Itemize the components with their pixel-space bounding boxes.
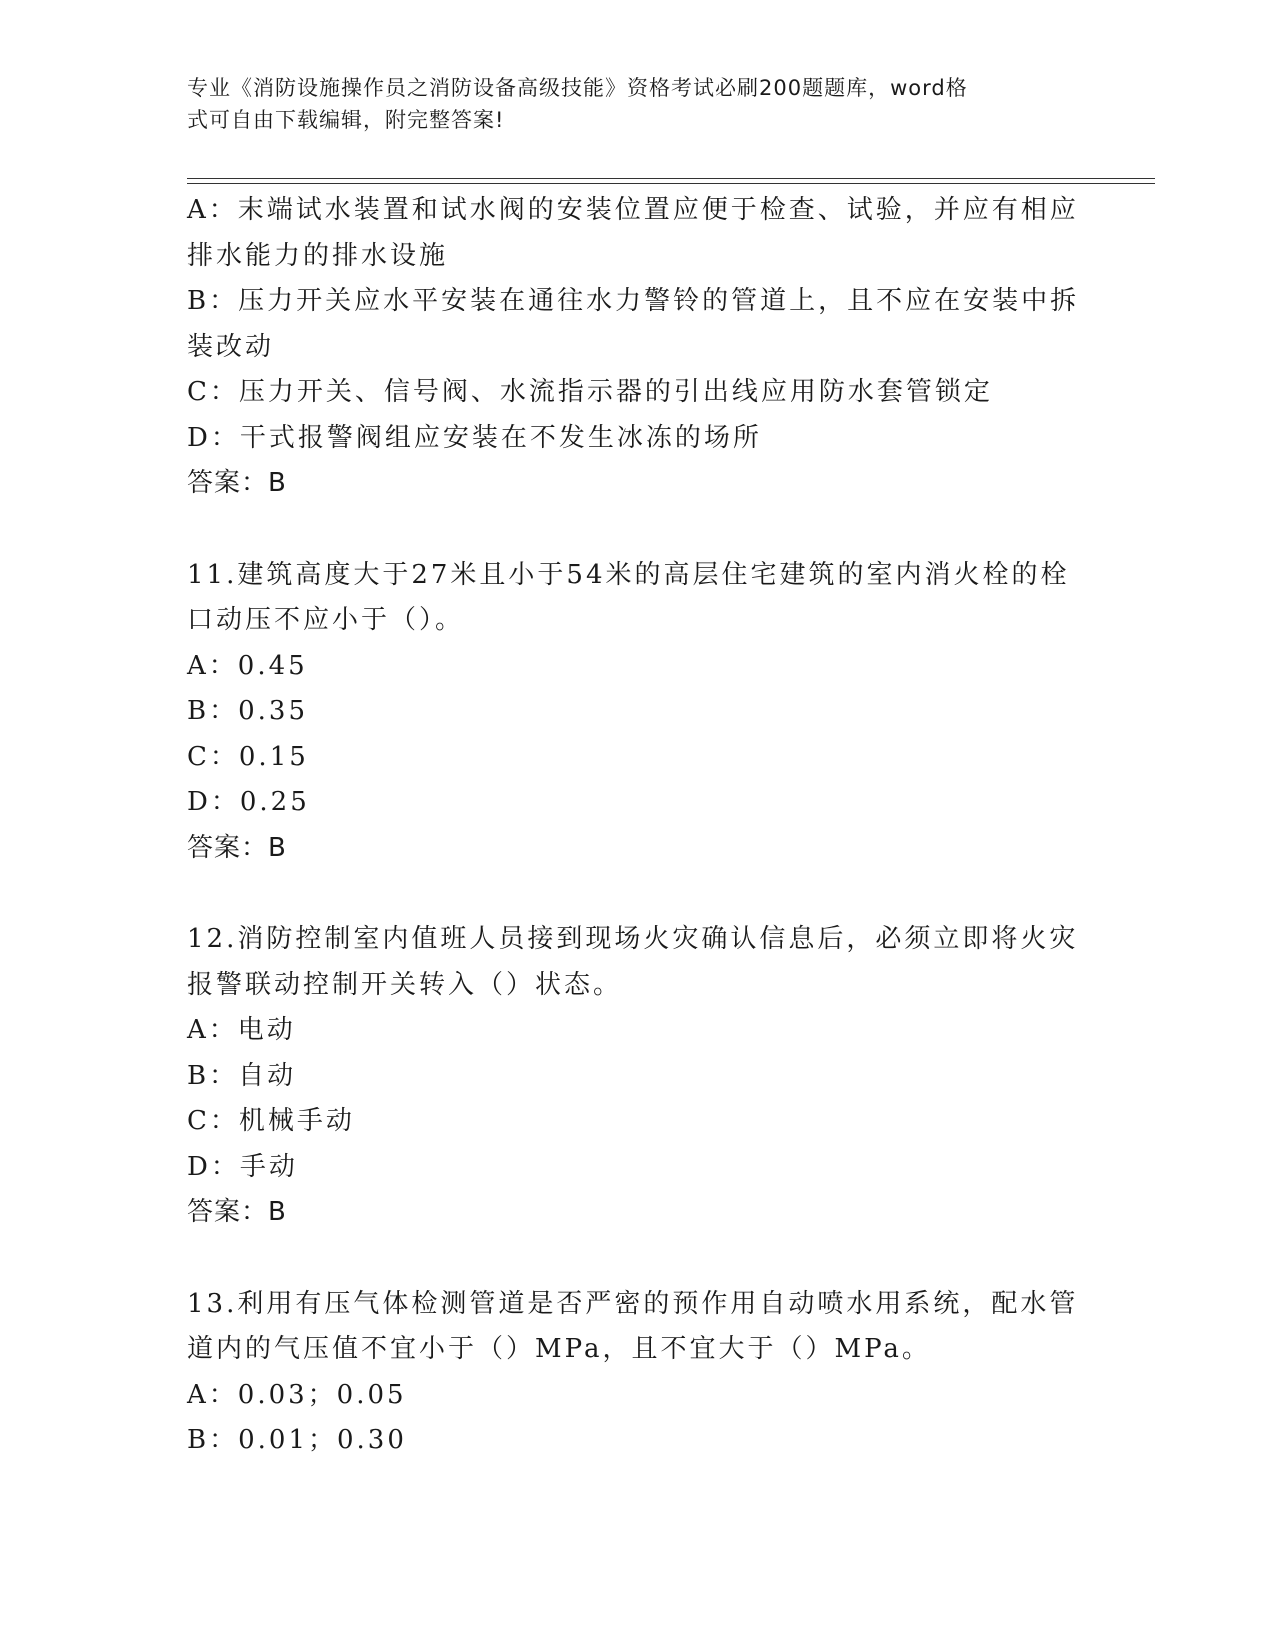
option-a-line-2: 排水能力的排水设施 bbox=[187, 240, 449, 271]
option-d: D：手动 bbox=[187, 1151, 298, 1182]
answer: 答案：B bbox=[187, 468, 287, 498]
answer: 答案：B bbox=[187, 1197, 287, 1227]
question-stem-line-1: 13.利用有压气体检测管道是否严密的预作用自动喷水用系统，配水管 bbox=[187, 1288, 1079, 1319]
option-c: C：机械手动 bbox=[187, 1106, 355, 1136]
option-a-line-1: A：末端试水装置和试水阀的安装位置应便于检查、试验，并应有相应 bbox=[187, 195, 1079, 225]
answer: 答案：B bbox=[187, 832, 287, 863]
option-c: C：压力开关、信号阀、水流指示器的引出线应用防水套管锁定 bbox=[187, 377, 993, 407]
question-13 bbox=[187, 1282, 1087, 1464]
document-body bbox=[187, 188, 1087, 1464]
header-divider-bottom bbox=[187, 183, 1155, 184]
question-stem-line-1: 12.消防控制室内值班人员接到现场火灾确认信息后，必须立即将火灾 bbox=[187, 924, 1079, 954]
header-title-line-1: 专业《消防设施操作员之消防设备高级技能》资格考试必刷200题题库，word格 bbox=[187, 76, 968, 100]
option-a: A：0.03；0.05 bbox=[187, 1379, 407, 1410]
question-11 bbox=[187, 553, 1087, 872]
document-header bbox=[187, 72, 1067, 136]
option-b: B：0.35 bbox=[187, 696, 308, 726]
option-d: D：0.25 bbox=[187, 787, 310, 817]
spacer bbox=[187, 507, 1087, 553]
option-b: B：自动 bbox=[187, 1060, 297, 1091]
header-title-line-2: 式可自由下载编辑，附完整答案! bbox=[187, 108, 505, 132]
question-stem-line-2: 口动压不应小于（）。 bbox=[187, 605, 465, 635]
question-stem-line-1: 11.建筑高度大于27米且小于54米的高层住宅建筑的室内消火栓的栓 bbox=[187, 559, 1070, 590]
question-stem-line-2: 报警联动控制开关转入（）状态。 bbox=[187, 969, 623, 1000]
question-stem-line-2: 道内的气压值不宜小于（）MPa，且不宜大于（）MPa。 bbox=[187, 1334, 931, 1364]
spacer bbox=[187, 1236, 1087, 1282]
option-a: A：电动 bbox=[187, 1015, 296, 1045]
header-divider-top bbox=[187, 178, 1155, 179]
spacer bbox=[187, 871, 1087, 917]
option-b-line-2: 装改动 bbox=[187, 331, 275, 362]
option-a: A：0.45 bbox=[187, 650, 308, 681]
option-d: D：干式报警阀组应安装在不发生冰冻的场所 bbox=[187, 422, 762, 453]
question-12 bbox=[187, 917, 1087, 1236]
option-b: B：0.01；0.30 bbox=[187, 1425, 407, 1455]
option-c: C：0.15 bbox=[187, 741, 309, 772]
question-10 bbox=[187, 188, 1087, 507]
option-b-line-1: B：压力开关应水平安装在通往水力警铃的管道上，且不应在安装中拆 bbox=[187, 286, 1080, 316]
